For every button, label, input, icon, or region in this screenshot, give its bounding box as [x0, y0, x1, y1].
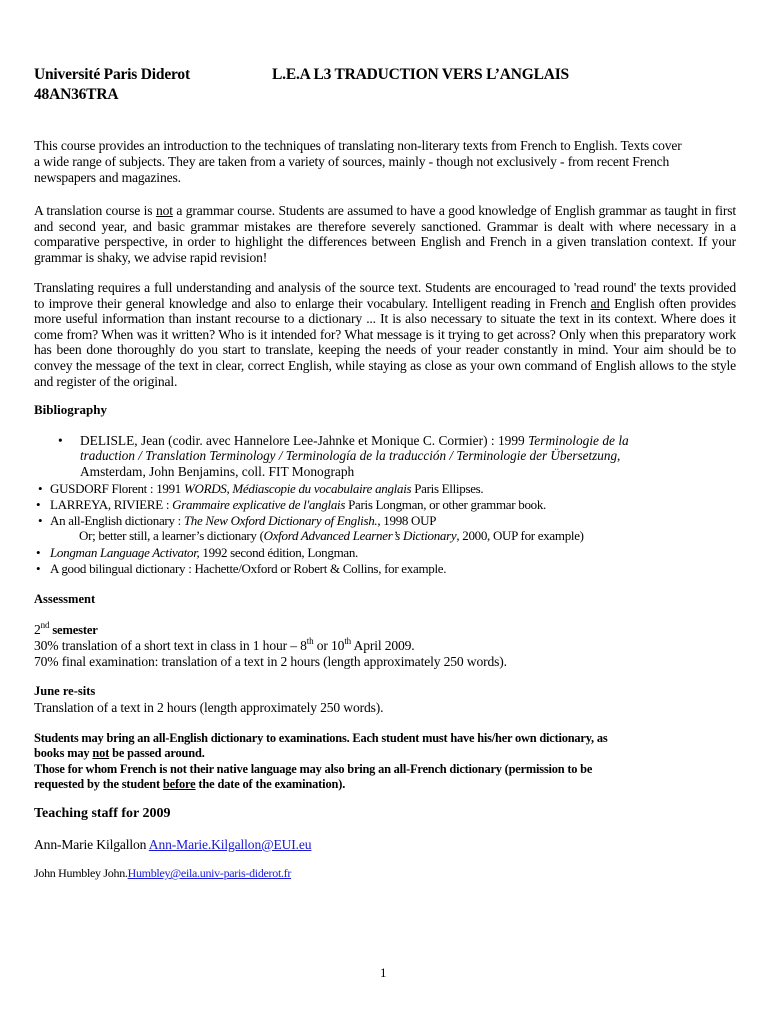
university-name: Université Paris Diderot	[34, 66, 190, 83]
bib-item-delisle-line2: traduction / Translation Terminology / Terminología de la traducción / Terminologie der Übersetzung,	[80, 448, 621, 463]
email-link-humbley[interactable]: Humbley@eila.univ-paris-diderot.fr	[127, 866, 292, 880]
staff-member-1: Ann-Marie Kilgallon Ann-Marie.Kilgallon@EUI.eu	[34, 837, 312, 852]
assessment-line-1: 30% translation of a short text in class in 1 hour – 8th or 10th April 2009.	[34, 636, 415, 653]
rules-line-4: requested by the student before the date of the examination).	[34, 777, 346, 791]
bullet-icon: •	[36, 497, 41, 512]
bullet-icon: •	[58, 433, 63, 448]
staff-heading: Teaching staff for 2009	[34, 806, 171, 821]
semester-heading: 2nd semester	[34, 620, 98, 637]
intro-paragraph-3: Translating requires a full understanding and analysis of the source text. Students are encouraged to 'read round' the texts provided to improve their general knowledge and also to enlarge their vocabulary. Intelligent reading in French and English often provides more useful information than instant recourse to a dictionary ... It is also necessary to situate the text in its context. Where does it come from? When was it written? Who is it intended for? What message is it trying to get across? Only when this preparatory work has been done thoroughly do you start to translate, keeping the needs of your reader constantly in mind. Your aim should be to convey the message of the text in clear, correct English, while staying as close as your own command of English allows to the style and register of the original.	[34, 280, 736, 389]
emphasis-and: and	[590, 295, 610, 311]
intro-p1-line1: This course provides an introduction to the techniques of translating non-literary texts from French to English. Texts cover	[34, 138, 682, 153]
course-code: 48AN36TRA	[34, 86, 119, 103]
assessment-line-2: 70% final examination: translation of a text in 2 hours (length approximately 250 words).	[34, 654, 507, 669]
bib-item-dictionary: An all-English dictionary : The New Oxford Dictionary of English., 1998 OUP	[50, 513, 437, 528]
bib-item-longman: Longman Language Activator, 1992 second édition, Longman.	[50, 545, 358, 560]
resits-text: Translation of a text in 2 hours (length approximately 250 words).	[34, 700, 384, 715]
assessment-heading: Assessment	[34, 592, 96, 606]
bib-item-larreya: LARREYA, RIVIERE : Grammaire explicative de l'anglais Paris Longman, or other grammar book.	[50, 497, 547, 512]
intro-p1-line2: a wide range of subjects. They are taken from a variety of sources, mainly - though not exclusively - from recent French	[34, 154, 670, 169]
intro-paragraph-2: A translation course is not a grammar course. Students are assumed to have a good knowledge of English grammar as taught in first and second year, and basic grammar mistakes are therefore severely sanctioned. Grammar is dealt with where necessary in a comparative perspective, in order to highlight the differences between English and French in a given translation context. If your grammar is shaky, we advise rapid revision!	[34, 203, 736, 265]
page-number: 1	[380, 965, 387, 980]
bib-item-gusdorf: GUSDORF Florent : 1991 WORDS, Médiascopie du vocabulaire anglais Paris Ellipses.	[50, 481, 484, 496]
course-title: L.E.A L3 TRADUCTION VERS L’ANGLAIS	[272, 66, 569, 83]
bullet-icon: •	[38, 481, 43, 496]
emphasis-not: not	[155, 203, 173, 218]
email-link-kilgallon[interactable]: Ann-Marie.Kilgallon@EUI.eu	[148, 837, 312, 852]
rules-line-1: Students may bring an all-English dictionary to examinations. Each student must have his/her own dictionary, as	[34, 731, 608, 745]
bullet-icon: •	[36, 561, 41, 576]
rules-line-2: books may not be passed around.	[34, 746, 205, 760]
rules-line-3: Those for whom French is not their native language may also bring an all-French dictionary (permission to be	[34, 762, 593, 776]
bibliography-heading: Bibliography	[34, 402, 107, 417]
resits-heading: June re-sits	[34, 684, 96, 698]
bib-item-dictionary-line2: Or; better still, a learner’s dictionary (Oxford Advanced Learner’s Dictionary, 2000, OUP for example)	[79, 528, 584, 543]
staff-member-2: John Humbley John.Humbley@eila.univ-paris-diderot.fr	[34, 866, 292, 880]
bib-item-delisle-line3: Amsterdam, John Benjamins, coll. FIT Monograph	[80, 464, 355, 479]
intro-p1-line3: newspapers and magazines.	[34, 170, 181, 185]
bib-item-delisle: DELISLE, Jean (codir. avec Hannelore Lee-Jahnke et Monique C. Cormier) : 1999 Terminologie de la	[80, 433, 629, 448]
bib-item-bilingual: A good bilingual dictionary : Hachette/Oxford or Robert & Collins, for example.	[50, 561, 447, 576]
bullet-icon: •	[36, 545, 41, 560]
bullet-icon: •	[38, 513, 43, 528]
